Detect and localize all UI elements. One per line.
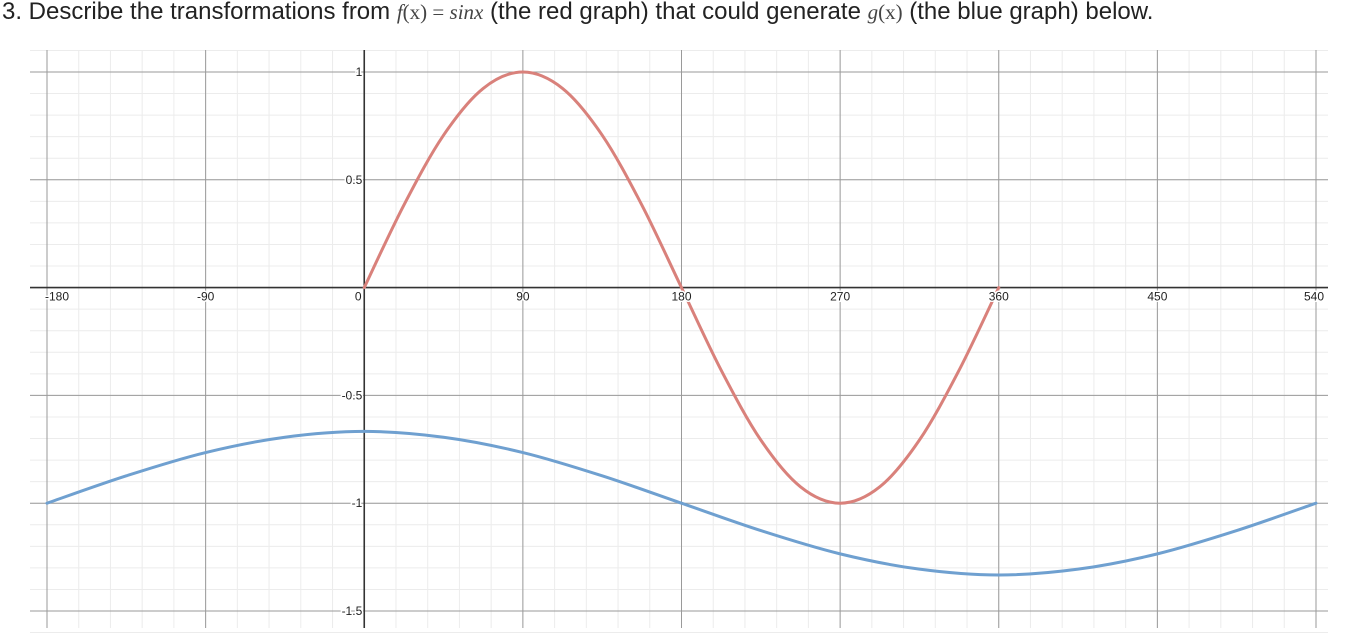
- x-tick-label: 270: [830, 289, 851, 304]
- x-tick-label: 0: [354, 289, 362, 304]
- f-expression: sinx: [449, 0, 484, 24]
- g-name: g: [867, 0, 879, 24]
- x-tick-label: 90: [516, 289, 530, 304]
- y-tick-label: 1: [355, 65, 363, 79]
- question-middle: (the red graph) that could generate: [483, 0, 868, 25]
- y-tick-label: 0.5: [345, 172, 363, 187]
- g-argument: (x): [878, 0, 903, 24]
- y-tick-label: -0.5: [341, 388, 363, 403]
- f-argument: (x): [402, 0, 428, 24]
- x-tick-label: -180: [44, 289, 70, 304]
- x-tick-label: 450: [1147, 289, 1168, 304]
- x-tick-label: -90: [196, 289, 215, 304]
- y-tick-label: -1: [351, 496, 363, 511]
- y-tick-label: -1.5: [341, 604, 363, 618]
- x-tick-label: 540: [1303, 289, 1325, 304]
- x-tick-label: 360: [988, 289, 1009, 304]
- equals-sign: =: [427, 0, 450, 24]
- f-name: f: [396, 0, 403, 24]
- minor-grid: [30, 50, 1328, 633]
- question-prefix: 3. Describe the transformations from: [2, 0, 397, 25]
- x-tick-label: 180: [671, 289, 692, 304]
- question-suffix: (the blue graph) below.: [902, 0, 1154, 25]
